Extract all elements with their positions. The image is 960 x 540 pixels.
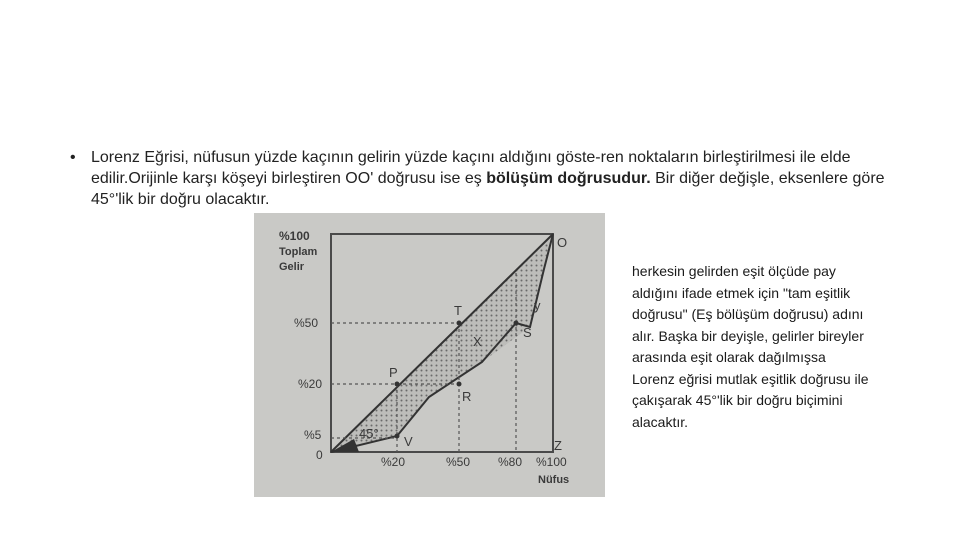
y-tick-0: 0 — [316, 448, 323, 462]
y-tick-5: %5 — [304, 428, 322, 442]
x-axis-title: Nüfus — [538, 474, 570, 486]
side-note: herkesin gelirden eşit ölçüde pay aldığını ifade etmek için "tam eşitlik doğrusu" (Eş bölüşüm doğrusu) adını alır. Başka bir deyişle, gelirler bireyler arasında eşit olarak dağılmışsa Lorenz eğrisi mutlak eşitlik doğrusu ile çakışarak 45°'lik bir doğru biçimini alacaktır. — [632, 263, 869, 430]
lorenz-curve-figure — [254, 213, 605, 497]
lorenz-curve-svg — [254, 213, 605, 497]
label-y: y — [534, 298, 541, 313]
x-tick-20: %20 — [381, 455, 406, 469]
bullet-marker: • — [70, 149, 76, 166]
bullet-paragraph — [70, 147, 900, 210]
label-v: V — [404, 434, 413, 449]
x-tick-80: %80 — [498, 455, 523, 469]
label-r: R — [462, 389, 472, 404]
y-axis-title-line2: Toplam — [279, 246, 318, 258]
y-axis-title-line1: %100 — [279, 229, 310, 243]
label-x: X — [473, 334, 482, 349]
bullet-text-start: Lorenz Eğrisi, nüfusun yüzde kaçının gelirin yüzde kaçını aldığını göste-ren noktaların birleştirilmesi ile elde edilir.Orijinle karşı köşeyi birleştiren OO' doğrusu ise eş — [91, 149, 851, 187]
label-s: S — [523, 325, 532, 340]
label-p: P — [389, 365, 398, 380]
y-axis-title-line3: Gelir — [279, 261, 305, 273]
bullet-text-end: Bir diğer değişle, eksenlere göre 45°'lik bir doğru olacaktır. — [91, 170, 885, 208]
bullet-bold-term: bölüşüm doğrusudur. — [486, 170, 651, 187]
angle-label: 45° — [359, 426, 379, 441]
label-t: T — [454, 303, 462, 318]
y-tick-20: %20 — [298, 377, 323, 391]
y-tick-50: %50 — [294, 316, 319, 330]
x-tick-100: %100 — [536, 455, 567, 469]
bullet-text — [91, 147, 900, 210]
label-z: Z — [554, 438, 562, 453]
label-o: O — [557, 235, 568, 250]
x-tick-50: %50 — [446, 455, 471, 469]
equality-line — [331, 234, 553, 452]
